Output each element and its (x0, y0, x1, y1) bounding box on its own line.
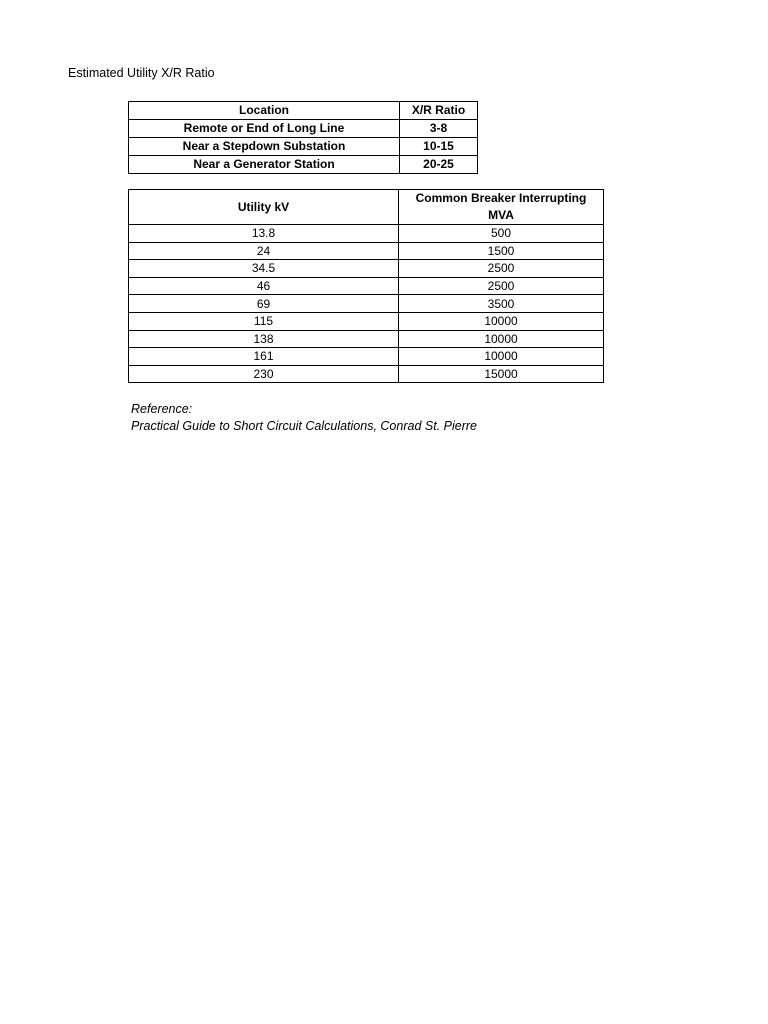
mva-cell: 10000 (399, 348, 604, 366)
kv-cell: 230 (129, 365, 399, 383)
kv-cell: 161 (129, 348, 399, 366)
xr-ratio-cell: 10-15 (400, 138, 478, 156)
xr-ratio-cell: 3-8 (400, 120, 478, 138)
header-location: Location (129, 102, 400, 120)
mva-cell: 500 (399, 225, 604, 243)
mva-cell: 2500 (399, 277, 604, 295)
reference-citation: Practical Guide to Short Circuit Calculations, Conrad St. Pierre (131, 419, 477, 433)
kv-cell: 69 (129, 295, 399, 313)
mva-cell: 10000 (399, 330, 604, 348)
header-breaker-line2: MVA (488, 208, 514, 222)
header-utility-kv: Utility kV (129, 190, 399, 225)
table-header-row (129, 190, 604, 225)
table-row (129, 312, 604, 330)
mva-cell: 3500 (399, 295, 604, 313)
table-row (129, 156, 478, 174)
table-row (129, 295, 604, 313)
kv-cell: 115 (129, 312, 399, 330)
header-xr-ratio: X/R Ratio (400, 102, 478, 120)
location-cell: Near a Stepdown Substation (129, 138, 400, 156)
page-title: Estimated Utility X/R Ratio (68, 66, 215, 80)
table-row (129, 138, 478, 156)
location-cell: Remote or End of Long Line (129, 120, 400, 138)
table-header-row (129, 102, 478, 120)
kv-cell: 24 (129, 242, 399, 260)
table-row (129, 348, 604, 366)
header-breaker-mva (399, 190, 604, 225)
table-row (129, 277, 604, 295)
xr-ratio-table (128, 101, 478, 174)
table-row (129, 260, 604, 278)
table-row (129, 242, 604, 260)
kv-cell: 34.5 (129, 260, 399, 278)
kv-cell: 138 (129, 330, 399, 348)
xr-ratio-cell: 20-25 (400, 156, 478, 174)
location-cell: Near a Generator Station (129, 156, 400, 174)
mva-cell: 10000 (399, 312, 604, 330)
kv-cell: 13.8 (129, 225, 399, 243)
header-breaker-line1: Common Breaker Interrupting (415, 191, 587, 205)
kv-cell: 46 (129, 277, 399, 295)
table-row (129, 365, 604, 383)
table-row (129, 225, 604, 243)
reference-label: Reference: (131, 402, 193, 416)
reference-block (131, 401, 477, 435)
mva-cell: 1500 (399, 242, 604, 260)
table-row (129, 330, 604, 348)
utility-kv-table (128, 189, 604, 383)
table-row (129, 120, 478, 138)
mva-cell: 2500 (399, 260, 604, 278)
mva-cell: 15000 (399, 365, 604, 383)
